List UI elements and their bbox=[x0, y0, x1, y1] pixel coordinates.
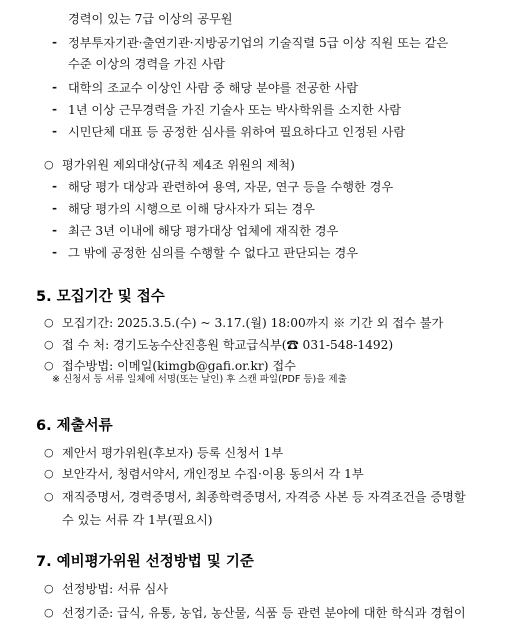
dash-bullet: - bbox=[52, 201, 58, 215]
qualification-item-1: 정부투자기관·출연기관·지방공기업의 기술직렬 5급 이상 직원 또는 같은 bbox=[68, 36, 449, 50]
section6-heading: 6. 제출서류 bbox=[36, 418, 113, 434]
section5-note: ※ 신청서 등 서류 일체에 서명(또는 날인) 후 스캔 파일(PDF 등)을 제출 bbox=[52, 374, 347, 385]
qualification-item-4: 시민단체 대표 등 공정한 심사를 위하여 필요하다고 인정된 사람 bbox=[68, 125, 406, 139]
dash-bullet: - bbox=[52, 179, 58, 193]
dash-bullet: - bbox=[52, 80, 58, 94]
exclusion-item-3: 최근 3년 이내에 해당 평가대상 업체에 재직한 경우 bbox=[68, 224, 339, 238]
section6-item-2: 보안각서, 청렴서약서, 개인정보 수집·이용 동의서 각 1부 bbox=[62, 467, 364, 481]
section6-item-1: 제안서 평가위원(후보자) 등록 신청서 1부 bbox=[62, 446, 284, 460]
section7-method: 선정방법: 서류 심사 bbox=[62, 582, 169, 596]
section6-item-3: 재직증명서, 경력증명서, 최종학력증명서, 자격증 사본 등 자격조건을 증명할 bbox=[62, 490, 466, 504]
circle-bullet: ○ bbox=[44, 359, 54, 372]
circle-bullet: ○ bbox=[44, 158, 54, 171]
circle-bullet: ○ bbox=[44, 338, 54, 351]
section7-criteria: 선정기준: 급식, 유통, 농업, 농산물, 식품 등 관련 분야에 대한 학식과 경험이 bbox=[62, 606, 466, 620]
dash-bullet: - bbox=[52, 245, 58, 259]
dash-bullet: - bbox=[52, 35, 58, 49]
circle-bullet: ○ bbox=[44, 582, 54, 595]
qualification-item-2: 대학의 조교수 이상인 사람 중 해당 분야를 전공한 사람 bbox=[68, 81, 359, 95]
circle-bullet: ○ bbox=[44, 490, 54, 503]
section7-heading: 7. 예비평가위원 선정방법 및 기준 bbox=[36, 554, 254, 570]
circle-bullet: ○ bbox=[44, 316, 54, 329]
exclusion-item-2: 해당 평가의 시행으로 이해 당사자가 되는 경우 bbox=[68, 202, 315, 216]
dash-bullet: - bbox=[52, 102, 58, 116]
circle-bullet: ○ bbox=[44, 606, 54, 619]
section5-heading: 5. 모집기간 및 접수 bbox=[36, 289, 165, 305]
qualification-item-1-continuation: 수준 이상의 경력을 가진 사람 bbox=[68, 57, 225, 71]
circle-bullet: ○ bbox=[44, 446, 54, 459]
exclusion-title: 평가위원 제외대상(규칙 제4조 위원의 제척) bbox=[62, 158, 295, 172]
section5-period: 모집기간: 2025.3.5.(수) ~ 3.17.(월) 18:00까지 ※ 기간 외 접수 불가 bbox=[62, 316, 444, 330]
section5-method: 접수방법: 이메일(kimgb@gafi.or.kr) 접수 bbox=[62, 359, 296, 373]
dash-bullet: - bbox=[52, 223, 58, 237]
exclusion-item-4: 그 밖에 공정한 심의를 수행할 수 없다고 판단되는 경우 bbox=[68, 246, 359, 260]
exclusion-item-1: 해당 평가 대상과 관련하여 용역, 자문, 연구 등을 수행한 경우 bbox=[68, 180, 394, 194]
section6-item-3-continuation: 수 있는 서류 각 1부(필요시) bbox=[62, 513, 213, 527]
dash-bullet: - bbox=[52, 124, 58, 138]
qualification-line-a: 경력이 있는 7급 이상의 공무원 bbox=[68, 12, 233, 26]
circle-bullet: ○ bbox=[44, 467, 54, 480]
qualification-item-3: 1년 이상 근무경력을 가진 기술사 또는 박사학위를 소지한 사람 bbox=[68, 103, 402, 117]
section5-office: 접 수 처: 경기도농수산진흥원 학교급식부(☎ 031-548-1492) bbox=[62, 338, 394, 352]
